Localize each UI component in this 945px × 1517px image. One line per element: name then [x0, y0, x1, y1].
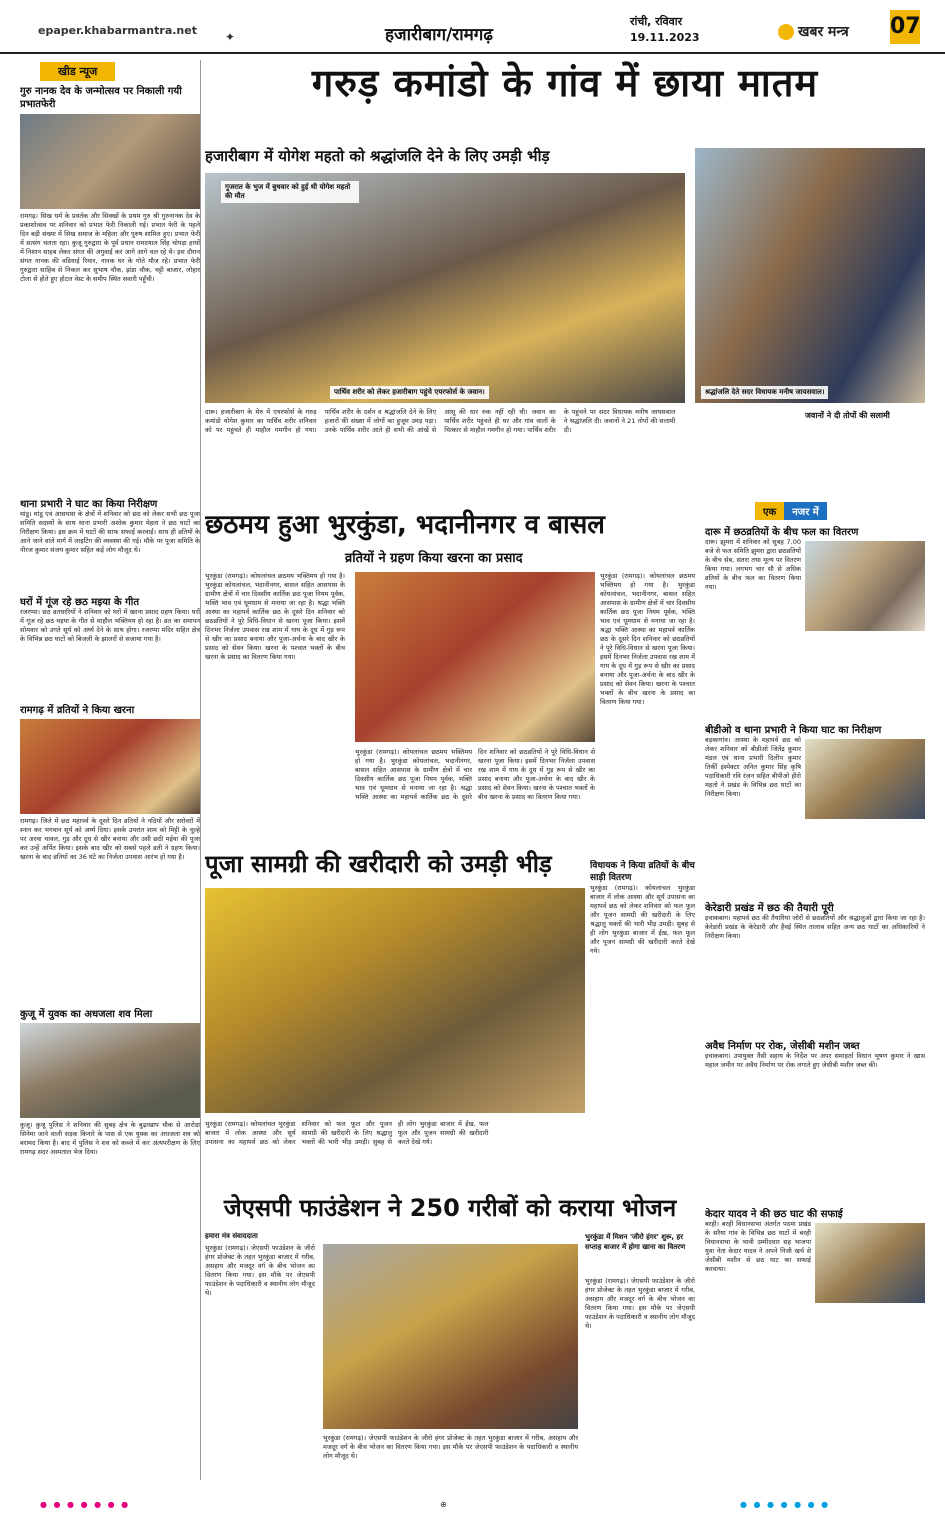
lead-subhead: हजारीबाग में योगेश महतो को श्रद्धांजलि देने के लिए उमड़ी भीड़	[205, 147, 550, 165]
story-body: बरही। बरही विधानसभा अंतर्गत पदमा प्रखंड के सरैया गांव के विभिन्न छठ घाटों में बरही विधानसभा के भावी उम्मीदवार सह भाजपा युवा नेता केदार यादव ने अपने निजी खर्च से जेसीबी मशीन से छठ घाट का सफाई करवाया।	[705, 1220, 811, 1273]
lead-story	[205, 58, 925, 498]
side-head: जवानों ने दी तोपों की सलामी	[805, 411, 890, 420]
story-headline[interactable]: जेएसपी फाउंडेशन ने 250 गरीबों को कराया भोजन	[223, 1194, 677, 1222]
lead-photo-main	[205, 173, 685, 403]
issue-date: 19.11.2023	[630, 31, 700, 44]
story-title[interactable]: घरों में गूंज रहे छठ मइया के गीत	[20, 597, 140, 608]
story-title[interactable]: दारू में छठव्रतियों के बीच फल का वितरण	[705, 527, 859, 538]
photo-caption: पार्थिव शरीर को लेकर हजारीबाग पहुंचे एयरफोर्स के जवान।	[330, 386, 489, 399]
nazar-label: नजर में	[784, 502, 827, 520]
lead-kicker: गुजरात के भुज में बुधवार को हुई थी योगेश महतो की मौत	[221, 181, 359, 203]
brand-dot-icon	[778, 24, 794, 40]
story-photo	[20, 1023, 200, 1118]
story-photo	[355, 572, 595, 742]
story-body: रामगढ़। जिले में छठ महापर्व के दूसरे दिन व्रतियों ने नदियों और सरोवरों में स्नान कर भगवान सूर्य को अर्घ्य दिया। इसके उपरांत शाम को मिट्टी के चूल्हे पर अरवा चावल, गुड़ और दूध से खीर बनाया और उसी छठी मईया की पूजा कर उन्हें अर्पित किया। इसके बाद खीर को सबसे पहले व्रती ने ग्रहण किया। खरना के बाद व्रतियों का 36 घंटे का निर्जला उपवास आरंभ हो गया है।	[20, 817, 200, 861]
masthead	[0, 0, 945, 54]
registration-dots: ● ● ● ● ● ● ●	[740, 1500, 831, 1509]
left-column	[20, 60, 201, 1480]
lead-body: दारू। हजारीबाग के मेरु में एयरफोर्स के गरुड़ कमांडो योगेश कुमार का पार्थिव शरीर शनिवार को पर पहुंचते ही माहौल गमगीन हो गया। पार्थिव शरीर के दर्शन व श्रद्धांजलि देने के लिए हजारों की संख्या में लोगों का हुजूम उमड़ पड़ा। उनके पार्थिव शरीर आते ही सभी की आंखें से आंसू की धार रुक नहीं रही थी। जवान का पार्थिव शरीर पहुंचते ही घर और गांव वालों के चित्कार से माहौल गमगीन हो गया। पार्थिव शरीर के पहुंचने पर सदर विधायक मनीष जायसवाल ने श्रद्धांजलि दी। जवानों ने 21 तोपों की सलामी दी।	[205, 408, 676, 434]
brand-logo	[778, 22, 849, 41]
story-body: भुरकुंडा (रामगढ़)। कोयलांचल छठमय भक्तिमय हो गया है। भुरकुंडा कोयलांचल, भदानीनगर, बासल सहित आसपास के ग्रामीण क्षेत्रों में चार दिवसीय कार्तिक छठ पूजा नियम पूर्वक, भक्ति भाव एवं धूमधाम से मनाया जा रहा है। श्रद्धा भक्ति आस्था का महापर्व कार्तिक छठ के दूसरे दिन शनिवार को छठव्रतियों ने पूरे विधि-विधान से खरना पूजा किया। इसमें दिनभर निर्जला उपवास रख शाम में गाय के दूध में गुड़ रूप से खीर का प्रसाद बनाया और पूजा-अर्चना के बाद खीर के प्रसाद को सेवन किया। खरना के पश्चात भक्तों के बीच खरना के प्रसाद का वितरण किया गया।	[600, 572, 695, 706]
story-photo	[20, 719, 200, 814]
story-body: मांडू। मांडू एवं आसपास के क्षेत्रों में शनिवार को छठ को लेकर सभी छठ पूजा समिति सदस्यों के साथ थाना प्रभारी अशोक कुमार मेहता ने छठ घाटों का निरीक्षण किया। इस क्रम में घाटों की साफ सफाई करवाई। साथ ही व्रतियों के आने जाने वाले मार्ग में लाइटिंग की व्यवस्था की गई। मौके पर पूजा समिति के नीरज कुमार संजय कुमार सहित कई लोग मौजूद थे।	[20, 510, 200, 554]
story-photo	[323, 1244, 578, 1429]
story-photo	[20, 114, 200, 209]
story-body: भुरकुंडा (रामगढ़)। कोयलांचल छठमय भक्तिमय हो गया है। भुरकुंडा कोयलांचल, भदानीनगर, बासल सहित आसपास के ग्रामीण क्षेत्रों में चार दिवसीय कार्तिक छठ पूजा नियम पूर्वक, भक्ति भाव एवं धूमधाम से मनाया जा रहा है। श्रद्धा भक्ति आस्था का महापर्व कार्तिक छठ के दूसरे दिन शनिवार को छठव्रतियों ने पूरे विधि-विधान से खरना पूजा किया। इसमें दिनभर निर्जला उपवास रख शाम में गाय के दूध में गुड़ रूप से खीर का प्रसाद बनाया और पूजा-अर्चना के बाद खीर के प्रसाद को सेवन किया। खरना के पश्चात भक्तों के बीच खरना के प्रसाद का वितरण किया गया।	[205, 572, 345, 661]
story-headline[interactable]: पूजा सामग्री की खरीदारी को उमड़ी भीड़	[205, 850, 552, 878]
story-headline[interactable]: विधायक ने किया व्रतियों के बीच साड़ी वितरण	[590, 861, 695, 883]
story-photo	[805, 541, 925, 631]
story-photo	[205, 888, 585, 1113]
story-body: भुरकुंडा (रामगढ़)। कोयलांचल छठमय भक्तिमय हो गया है। भुरकुंडा कोयलांचल, भदानीनगर, बासल सहित आसपास के ग्रामीण क्षेत्रों में चार दिवसीय कार्तिक छठ पूजा नियम पूर्वक, भक्ति भाव एवं धूमधाम से मनाया जा रहा है। श्रद्धा भक्ति आस्था का महापर्व कार्तिक छठ के दूसरे दिन शनिवार को छठव्रतियों ने पूरे विधि-विधान से खरना पूजा किया। इसमें दिनभर निर्जला उपवास रख शाम में गाय के दूध में गुड़ रूप से खीर का प्रसाद बनाया और पूजा-अर्चना के बाद खीर के प्रसाद को सेवन किया। खरना के पश्चात भक्तों के बीच खरना के प्रसाद का वितरण किया गया।	[355, 748, 595, 801]
ek-nazar-banner	[705, 500, 925, 520]
story-kicker: भुरकुंडा में मिशन 'जीरो हंगर' शुरू, हर सप्ताह बाजार में होगा खाना का वितरण	[585, 1233, 686, 1251]
story-title[interactable]: अवैध निर्माण पर रोक, जेसीबी मशीन जब्त	[705, 1041, 860, 1052]
story-body: भुरकुंडा (रामगढ़)। कोयलांचल भुरकुंडा बाजार में लोक आस्था और सूर्य उपासना का महापर्व छठ को लेकर शनिवार को फल फूल और पूजन सामग्री की खरीदारी के लिए श्रद्धालु भक्तों की भारी भीड़ उमड़ी। सुबह से ही लोग भुरकुंडा बाजार में ईख, फल फूल और पूजन सामग्री की खरीदारी करते देखे गये।	[205, 1120, 489, 1146]
section-tag: खीड न्यूज	[40, 62, 115, 81]
photo-caption: श्रद्धांजलि देते सदर विधायक मनीष जायसवाल।	[701, 386, 828, 399]
registration-dots: ● ● ● ● ● ● ●	[40, 1500, 131, 1509]
story-subhead: व्रतियों ने ग्रहण किया खरना का प्रसाद	[345, 551, 523, 566]
edition-city: हजारीबाग/रामगढ़	[385, 25, 493, 45]
brand-name: खबर मन्त्र	[798, 24, 849, 40]
story-puja-shopping	[205, 848, 585, 1188]
story-body: भुरकुंडा (रामगढ़)। जेएसपी फाउंडेशन के जीरो हंगर प्रोजेक्ट के तहत भुरकुंडा बाजार में गरीब, असहाय और मजदूर वर्ग के बीच भोजन का वितरण किया गया। इस मौके पर जेएसपी फाउंडेशन के पदाधिकारी व स्थानीय लोग मौजूद थे।	[585, 1277, 695, 1330]
story-title[interactable]: थाना प्रभारी ने घाट का किया निरीक्षण	[20, 499, 158, 510]
story-body: रजरप्पा। छठ व्रतधारियों ने शनिवार को घरों में खरना प्रसाद ग्रहण किया। घरों में गूंज रहे छठ मइया के गीत से माहौल भक्तिमय हो रहा है। व्रत का समापन सोमवार को उगते सूर्य को अर्घ्य देने के साथ होगा। रजरप्पा मंदिर सहित क्षेत्र के विभिन्न छठ घाटों को बिजली के झालरों से सजाया गया है।	[20, 608, 200, 643]
ek-label: एक	[755, 502, 784, 520]
byline: हमारा मंत्र संवाददाता	[205, 1232, 258, 1240]
story-title[interactable]: कुजू में युवक का अधजला शव मिला	[20, 1009, 153, 1020]
story-title[interactable]: गुरु नानक देव के जन्मोत्सव पर निकाली गयी प्रभातफेरी	[20, 86, 182, 110]
story-title[interactable]: केदार यादव ने की छठ घाट की सफाई	[705, 1209, 843, 1220]
story-mla-saree	[590, 860, 695, 1190]
story-body: कुजू। कुजू पुलिस ने शनिवार की सुबह क्षेत्र के बुढ़ाखाप चौक से आरोडा सिनेमा जाने वाली सड़क किनारे के पास से एक युवक का अधजला शव को बरामद किया है। बाद में पुलिस ने शव को कब्जे में कर अंत्यपरीक्षण के लिए रामगढ़ सदर अस्पताल भेज दिया।	[20, 1121, 200, 1156]
story-title[interactable]: केरेडारी प्रखंड में छठ की तैयारी पूरी	[705, 903, 834, 914]
story-title[interactable]: रामगढ़ में व्रतियों ने किया खरना	[20, 705, 135, 716]
site-url[interactable]: epaper.khabarmantra.net	[38, 24, 197, 37]
story-body: इचाकबाग। उपायुक्त नैंसी सहाय के निर्देश पर अपर समाहर्ता विधान भूषण कुमार ने खास महाल जमीन पर अवैध निर्माण पर रोक लगाते हुए जेसीबी मशीन जब्त की।	[705, 1052, 925, 1069]
right-column	[705, 500, 925, 1490]
story-headline[interactable]: छठमय हुआ भुरकुंडा, भदानीनगर व बासल	[205, 510, 605, 540]
story-body: रामगढ़। सिख धर्म के प्रवर्तक और सिक्खों के प्रथम गुरु श्री गुरुनानक देव के प्रकाशोत्सव पर शनिवार को प्रभात फेरी निकाली गई। प्रभात फेरी के पहले दिन बड़ी संख्या में सिख समाज के महिला और पुरुष शामिल हुए। प्रभात फेरी में सत्संग चलता रहा। कुजू गुरुद्वारा के पूर्व प्रधान रामदयाल सिंह चोपड़ा हाथों में निशान साहब लेकर संगत की अगुवाई कर आगे आगे चल रहे थे। इस दौरान संगत नानक की वडियाई रिमार, नानक घर के गोते मौज रहे। प्रभात फेरी गुरुद्वारा साहिब से निकल कर सुभाष चौक, झंडा चौक, चट्टी बाजार, लोहार टोला से होते हुए होटल वेस्ट के समीप स्थित सवारी पहुँची।	[20, 212, 200, 283]
story-title[interactable]: बीडीओ व थाना प्रभारी ने किया घाट का निरीक्षण	[705, 725, 882, 736]
story-photo	[815, 1223, 925, 1303]
story-body: दारू। झुमरा में शनिवार को सुबह 7.00 बजे से फल समिति झुमरा द्वारा छठव्रतियों के बीच सेब, संतरा तथा मूल्य पर वितरण किया गया। लगभग चार सौ से अधिक व्रतियों के बीच फल का वितरण किया गया।	[705, 538, 801, 591]
story-body: इचाकबाग। महापर्व छठ की तैयारियां जोरों से छठव्रतियों और श्रद्धालुओं द्वारा किया जा रहा है। केरेडारी प्रखंड के केरेडारी और हैवई स्थित तालाब सहित अन्य छठ घाटों का अधिकारियों ने निरीक्षण किया।	[705, 914, 925, 940]
crosshair-icon: ⊕	[440, 1500, 449, 1509]
story-body: बड़कागांव। आस्था के महापर्व छठ को लेकर शनिवार को बीडीओ जितेंद्र कुमार मंडल एवं थाना प्रभारी दिलीप कुमार तिर्की इंस्पेक्टर अनित कुमार सिंह कृषि पदाधिकारी रवि रंजन सहित बीपीओ हीरो महतो ने प्रखंड के विभिन्न छठ घाटों का निरीक्षण किया।	[705, 736, 801, 798]
footer-registration-marks	[0, 1488, 945, 1517]
story-body: भुरकुंडा (रामगढ़)। जेएसपी फाउंडेशन के जीरो हंगर प्रोजेक्ट के तहत भुरकुंडा बाजार में गरीब, असहाय और मजदूर वर्ग के बीच भोजन का वितरण किया गया। इस मौके पर जेएसपी फाउंडेशन के पदाधिकारी व स्थानीय लोग मौजूद थे।	[205, 1244, 315, 1297]
place-day: रांची, रविवार	[630, 15, 683, 28]
story-jsp-foundation	[205, 1192, 695, 1482]
story-body: भुरकुंडा (रामगढ़)। कोयलांचल भुरकुंडा बाजार में लोक आस्था और सूर्य उपासना का महापर्व छठ को लेकर शनिवार को फल फूल और पूजन सामग्री की खरीदारी के लिए श्रद्धालु भक्तों की भारी भीड़ उमड़ी। सुबह से ही लोग भुरकुंडा बाजार में ईख, फल फूल और पूजन सामग्री की खरीदारी करते देखे गये।	[590, 884, 695, 955]
story-bhurkunda	[205, 508, 695, 863]
cursor-icon: ✦	[225, 30, 236, 44]
lead-headline[interactable]: गरुड़ कमांडो के गांव में छाया मातम	[311, 61, 819, 105]
page-number: 07	[890, 10, 920, 44]
story-body: भुरकुंडा (रामगढ़)। जेएसपी फाउंडेशन के जीरो हंगर प्रोजेक्ट के तहत भुरकुंडा बाजार में गरीब, असहाय और मजदूर वर्ग के बीच भोजन का वितरण किया गया। इस मौके पर जेएसपी फाउंडेशन के पदाधिकारी व स्थानीय लोग मौजूद थे।	[323, 1434, 578, 1460]
date-block	[630, 14, 700, 46]
story-photo	[805, 739, 925, 819]
lead-photo-right	[695, 148, 925, 403]
